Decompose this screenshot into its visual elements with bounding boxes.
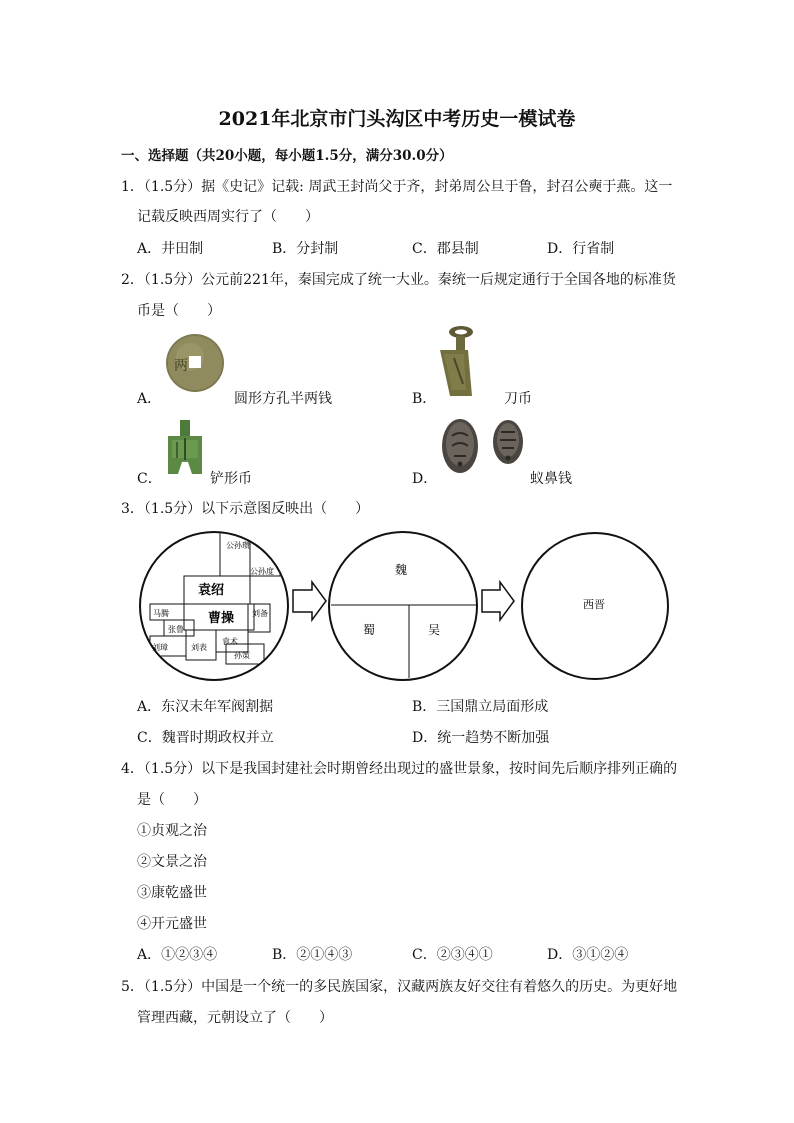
- section-heading: 一、选择题（共20小题，每小题1.5分，满分30.0分）: [121, 148, 453, 164]
- q1-option-d: D．行省制: [547, 241, 615, 257]
- label-xijin: 西晋: [583, 598, 605, 611]
- arrow-right-icon: [482, 582, 514, 620]
- exam-title: 2021年北京市门头沟区中考历史一模试卷: [218, 108, 576, 130]
- label-liubei: 刘备: [252, 609, 268, 618]
- ant-nose-coin-image: [438, 416, 530, 476]
- label-gongsundu: 公孙度: [250, 567, 274, 576]
- q1-option-c: C．郡县制: [412, 241, 479, 257]
- q2-option-d-letter: D．: [412, 471, 438, 487]
- label-gongsunzan: 公孙瓒: [226, 541, 250, 550]
- q1-stem-line2: 记载反映西周实行了（ ）: [137, 209, 319, 225]
- label-yuanshu: 袁术: [222, 637, 238, 646]
- q4-stem-line1: 4．（1.5分）以下是我国封建社会时期曾经出现过的盛世景象，按时间先后顺序排列正确的: [121, 761, 678, 777]
- western-jin-map: [522, 533, 668, 679]
- spade-coin-image: [162, 418, 208, 482]
- warlords-map: [140, 530, 288, 680]
- q1-option-b: B．分封制: [272, 241, 339, 257]
- knife-coin-image: [434, 324, 478, 400]
- label-wu: 吴: [428, 623, 441, 637]
- q2-option-b-caption: 刀币: [504, 391, 532, 407]
- label-wei: 魏: [395, 563, 408, 577]
- q4-item-2: ②文景之治: [137, 854, 207, 870]
- label-shu: 蜀: [363, 623, 376, 637]
- label-zhanglu: 张鲁: [168, 625, 184, 634]
- q3-option-a: A．东汉末年军阀割据: [137, 699, 274, 715]
- three-kingdoms-map: [329, 532, 477, 680]
- q4-item-3: ③康乾盛世: [137, 885, 207, 901]
- q4-stem-line2: 是（ ）: [137, 792, 207, 808]
- q2-option-a-caption: 圆形方孔半两钱: [234, 391, 332, 407]
- arrow-right-icon: [293, 582, 326, 620]
- q5-stem-line2: 管理西藏，元朝设立了（ ）: [137, 1010, 333, 1026]
- label-mateng: 马腾: [153, 609, 169, 618]
- q4-option-c: C．②③④①: [412, 947, 493, 963]
- q2-stem-line2: 币是（ ）: [137, 303, 221, 319]
- q3-option-b: B．三国鼎立局面形成: [412, 699, 549, 715]
- label-sunce: 孙策: [234, 651, 250, 660]
- q2-option-c-caption: 铲形币: [210, 471, 252, 487]
- q4-item-1: ①贞观之治: [137, 823, 207, 839]
- q1-option-a: A．井田制: [137, 241, 204, 257]
- q4-option-d: D．③①②④: [547, 947, 629, 963]
- q4-option-a: A．①②③④: [137, 947, 218, 963]
- label-liuzhang: 刘璋: [152, 643, 168, 652]
- q3-stem: 3．（1.5分）以下示意图反映出（ ）: [121, 501, 370, 517]
- label-yuanshao: 袁绍: [198, 583, 225, 598]
- round-coin-image: [164, 332, 226, 394]
- q4-option-b: B．②①④③: [272, 947, 353, 963]
- q1-stem-line1: 1．（1.5分）据《史记》记载: 周武王封尚父于齐，封弟周公旦于鲁，封召公奭于燕。这一: [121, 179, 673, 195]
- historical-maps-diagram: [136, 526, 678, 686]
- q3-option-d: D．统一趋势不断加强: [412, 730, 550, 746]
- label-liubiao: 刘表: [191, 643, 207, 652]
- q2-stem-line1: 2．（1.5分）公元前221年，秦国完成了统一大业。秦统一后规定通行于全国各地的标准货: [121, 272, 676, 288]
- q3-option-c: C．魏晋时期政权并立: [137, 730, 274, 746]
- q2-option-c-letter: C．: [137, 471, 162, 487]
- q2-option-a-letter: A．: [137, 391, 162, 407]
- q2-option-b-letter: B．: [412, 391, 437, 407]
- q2-option-d-caption: 蚁鼻钱: [530, 471, 572, 487]
- q4-item-4: ④开元盛世: [137, 916, 207, 932]
- q5-stem-line1: 5．（1.5分）中国是一个统一的多民族国家，汉藏两族友好交往有着悠久的历史。为更好地: [121, 979, 678, 995]
- round-coin-glyph: 两: [174, 358, 188, 374]
- label-caocao: 曹操: [208, 611, 235, 626]
